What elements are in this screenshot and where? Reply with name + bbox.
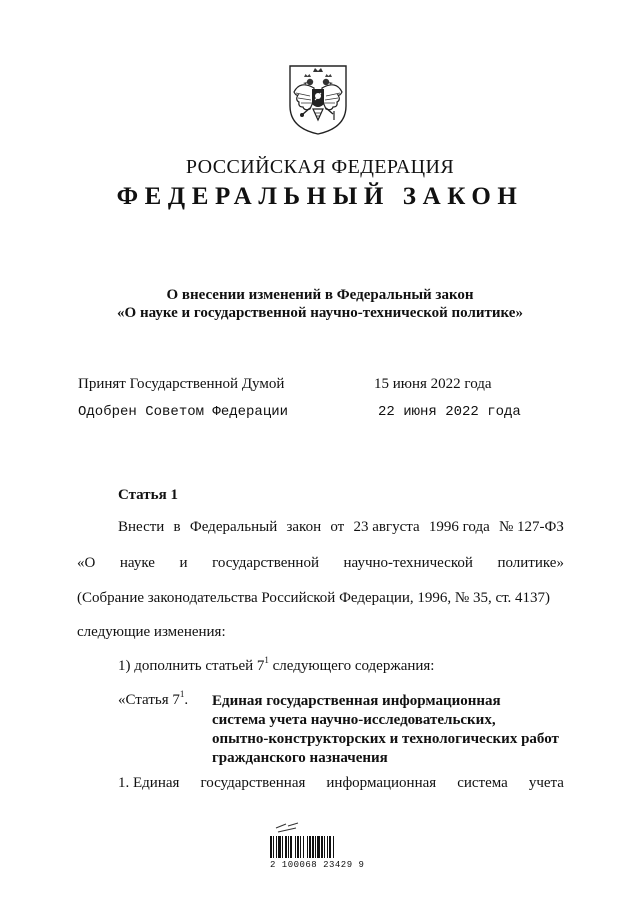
article-1-paragraph-line-2 <box>77 555 564 572</box>
word: информационная <box>326 775 437 791</box>
superscript: 1 <box>264 655 269 665</box>
word: 1. Единая <box>118 775 180 791</box>
word: Федеральный <box>189 519 278 535</box>
barcode-bar <box>297 836 299 858</box>
label-text: . <box>184 692 189 708</box>
heading-line: гражданского назначения <box>212 750 388 766</box>
coat-of-arms-emblem <box>286 62 350 136</box>
barcode-bar <box>270 836 272 858</box>
barcode-bar <box>317 836 320 858</box>
word: учета <box>528 775 564 791</box>
word: в <box>173 519 181 535</box>
subject-line-2: «О науке и государственной научно-технической политике» <box>117 305 523 321</box>
country-name: РОССИЙСКАЯ ФЕДЕРАЦИЯ <box>185 156 455 178</box>
barcode-bar <box>290 836 292 858</box>
barcode-image <box>268 820 360 898</box>
word: от <box>330 519 345 535</box>
word: № 127-ФЗ <box>499 519 564 535</box>
barcode-number: 2 100068 23429 9 <box>270 860 365 870</box>
approved-by-council-label: Одобрен Советом Федерации <box>78 404 289 420</box>
heading-line: опытно-конструкторских и технологических работ <box>212 731 559 747</box>
article-1-paragraph-line-4: следующие изменения: <box>77 624 226 640</box>
barcode-bar <box>295 836 296 858</box>
barcode-bar <box>285 836 287 858</box>
subject-line-1: О внесении изменений в Федеральный закон <box>166 287 474 303</box>
word: Внести <box>118 519 165 535</box>
barcode-bar <box>273 836 274 858</box>
word: и <box>179 555 188 571</box>
amendment-item-1 <box>118 655 435 675</box>
heading-line: система учета научно-исследовательских, <box>212 712 496 728</box>
heading-line: Единая государственная информационная <box>212 693 501 709</box>
word: науке <box>119 555 155 571</box>
barcode-stamp-mark <box>276 823 298 832</box>
word: 23 августа <box>353 519 420 535</box>
document-type-title: ФЕДЕРАЛЬНЫЙ ЗАКОН <box>116 183 524 210</box>
word: 1996 года <box>428 519 490 535</box>
word: научно-технической <box>343 555 473 571</box>
word: закон <box>286 519 322 535</box>
barcode-bar <box>288 836 289 858</box>
barcode-bar <box>312 836 314 858</box>
barcode-bar <box>315 836 316 858</box>
superscript: 1 <box>179 689 185 699</box>
adopted-by-duma-label: Принят Государственной Думой <box>78 376 285 392</box>
new-article-heading <box>212 692 592 768</box>
adopted-by-duma-date: 15 июня 2022 года <box>374 376 492 392</box>
article-1-paragraph-line-3: (Собрание законодательства Российской Федерации, 1996, № 35, ст. 4137) <box>77 590 551 606</box>
item-text: следующего содержания: <box>268 658 435 674</box>
new-article-paragraph-1 <box>118 775 564 792</box>
barcode-bar <box>282 836 283 858</box>
word: «О <box>77 555 96 571</box>
barcode-bar <box>303 836 304 858</box>
barcode-bar <box>307 836 308 858</box>
label-text: «Статья 7 <box>118 692 180 708</box>
word: политике» <box>497 555 564 571</box>
barcode-bar <box>278 836 281 858</box>
item-text: 1) дополнить статьей 7 <box>118 658 265 674</box>
word: система <box>457 775 508 791</box>
barcode-bar <box>333 836 334 858</box>
barcode-bar <box>329 836 331 858</box>
article-1-paragraph-line-1 <box>118 519 564 536</box>
word: государственной <box>212 555 319 571</box>
barcode-bar <box>327 836 328 858</box>
article-1-title: Статья 1 <box>118 487 178 503</box>
barcode-bar <box>276 836 277 858</box>
barcode-bar <box>324 836 325 858</box>
new-article-label <box>118 689 189 709</box>
barcode-bar <box>309 836 311 858</box>
approved-by-council-date: 22 июня 2022 года <box>378 404 521 420</box>
word: государственная <box>200 775 306 791</box>
barcode-bar <box>321 836 323 858</box>
barcode-bar <box>300 836 301 858</box>
